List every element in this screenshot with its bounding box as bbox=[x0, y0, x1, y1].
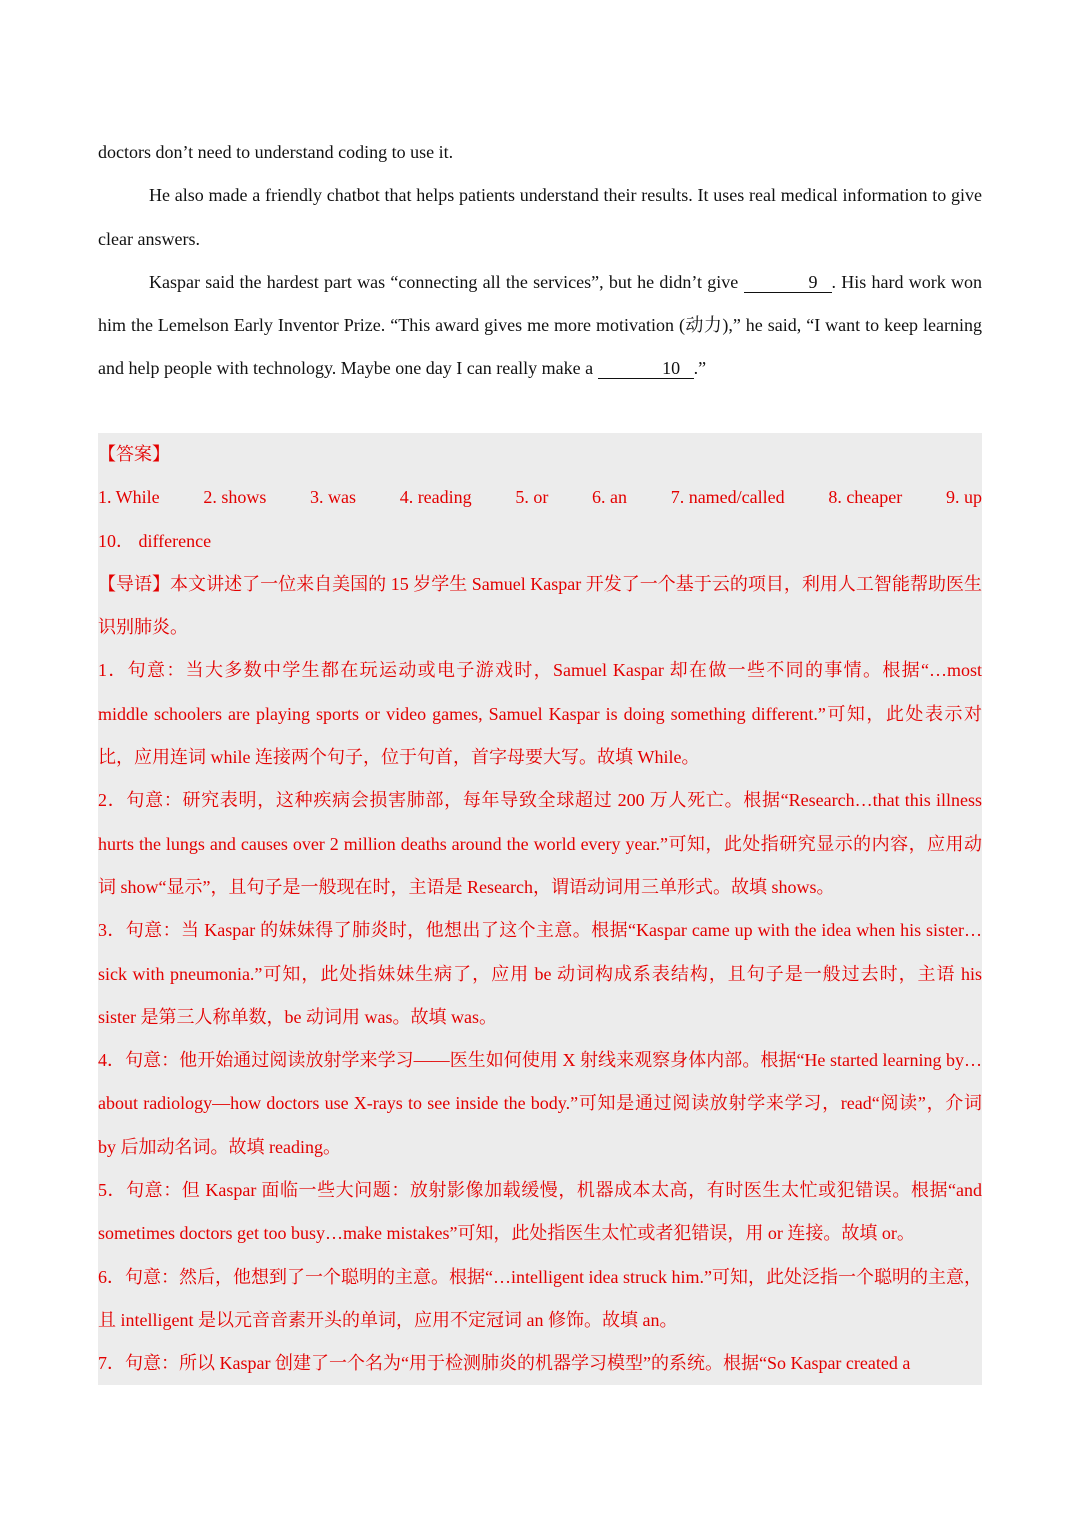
answer-item: 7. named/called bbox=[670, 487, 785, 508]
passage bbox=[98, 131, 982, 391]
blank-9: 9 bbox=[744, 272, 832, 293]
answer-item: 2. shows bbox=[203, 487, 267, 508]
answer-item: 8. cheaper bbox=[828, 487, 903, 508]
answer-item-10: 10． difference bbox=[98, 530, 212, 551]
explanation-1: 1．句意：当大多数中学生都在玩运动或电子游戏时，Samuel Kaspar 却在做一些不同的事情。根据“…most middle schoolers are playing sports or video games, Samuel Kaspar is doing something different.”可知，此处表示对比，应用连词 while 连接两个句子，位于句首，首字母要大写。故填 While。 bbox=[98, 660, 982, 768]
explanation-7: 7．句意：所以 Kaspar 创建了一个名为“用于检测肺炎的机器学习模型”的系统。根据“So Kaspar created a bbox=[98, 1353, 911, 1374]
explanation-3: 3．句意：当 Kaspar 的妹妹得了肺炎时，他想出了这个主意。根据“Kaspar came up with the idea when his sister…sick with pneumonia.”可知，此处指妹妹生病了，应用 be 动词构成系表结构，且句子是一般过去时，主语 his sister 是第三人称单数，be 动词用 was。故填 was。 bbox=[98, 920, 982, 1027]
passage-text: . His hard work won him the Lemelson Early Inventor Prize. “This award gives me more motivation (动力),” he said, “I want to keep learning and help people with technology. Maybe one day I can really make a bbox=[98, 271, 983, 379]
passage-text: Kaspar said the hardest part was “connecting all the services”, but he didn’t give bbox=[149, 271, 739, 292]
answer-item: 4. reading bbox=[399, 487, 472, 508]
answer-item: 6. an bbox=[592, 487, 628, 508]
passage-paragraph-3 bbox=[98, 261, 982, 391]
passage-paragraph-1: doctors don’t need to understand coding to use it. bbox=[98, 142, 454, 162]
answer-item: 5. or bbox=[515, 487, 549, 508]
intro-paragraph: 【导语】本文讲述了一位来自美国的 15 岁学生 Samuel Kaspar 开发了一个基于云的项目，利用人工智能帮助医生识别肺炎。 bbox=[98, 573, 982, 638]
passage-text: .” bbox=[693, 358, 707, 379]
blank-10: 10 bbox=[598, 358, 694, 379]
answer-header: 【答案】 bbox=[98, 444, 170, 464]
explanation-2: 2．句意：研究表明，这种疾病会损害肺部，每年导致全球超过 200 万人死亡。根据“Research…that this illness hurts the lungs and causes over 2 million deaths around the world every year.”可知，此处指研究显示的内容，应用动词 show“显示”，且句子是一般现在时，主语是 Research，谓语动词用三单形式。故填 shows。 bbox=[98, 790, 982, 897]
answer-section bbox=[98, 433, 982, 1385]
answer-item: 9. up bbox=[945, 487, 982, 508]
explanation-5: 5．句意：但 Kaspar 面临一些大问题：放射影像加载缓慢，机器成本太高，有时医生太忙或犯错误。根据“and sometimes doctors get too busy…make mistakes”可知，此处指医生太忙或者犯错误，用 or 连接。故填 or。 bbox=[98, 1180, 982, 1244]
answer-item: 3. was bbox=[310, 487, 357, 508]
answer-item: 1. While bbox=[98, 487, 160, 508]
explanation-6: 6．句意：然后，他想到了一个聪明的主意。根据“…intelligent idea struck him.”可知，此处泛指一个聪明的主意，且 intelligent 是以元音音素开头的单词，应用不定冠词 an 修饰。故填 an。 bbox=[98, 1266, 982, 1330]
passage-paragraph-2: He also made a friendly chatbot that helps patients understand their results. It uses real medical information to give clear answers. bbox=[98, 185, 982, 249]
explanation-4: 4．句意：他开始通过阅读放射学来学习——医生如何使用 X 射线来观察身体内部。根据“He started learning by…about radiology—how doctors use X-rays to see inside the body.”可知是通过阅读放射学来学习，read“阅读”，介词 by 后加动名词。故填 reading。 bbox=[98, 1050, 982, 1157]
answer-list bbox=[98, 476, 982, 519]
